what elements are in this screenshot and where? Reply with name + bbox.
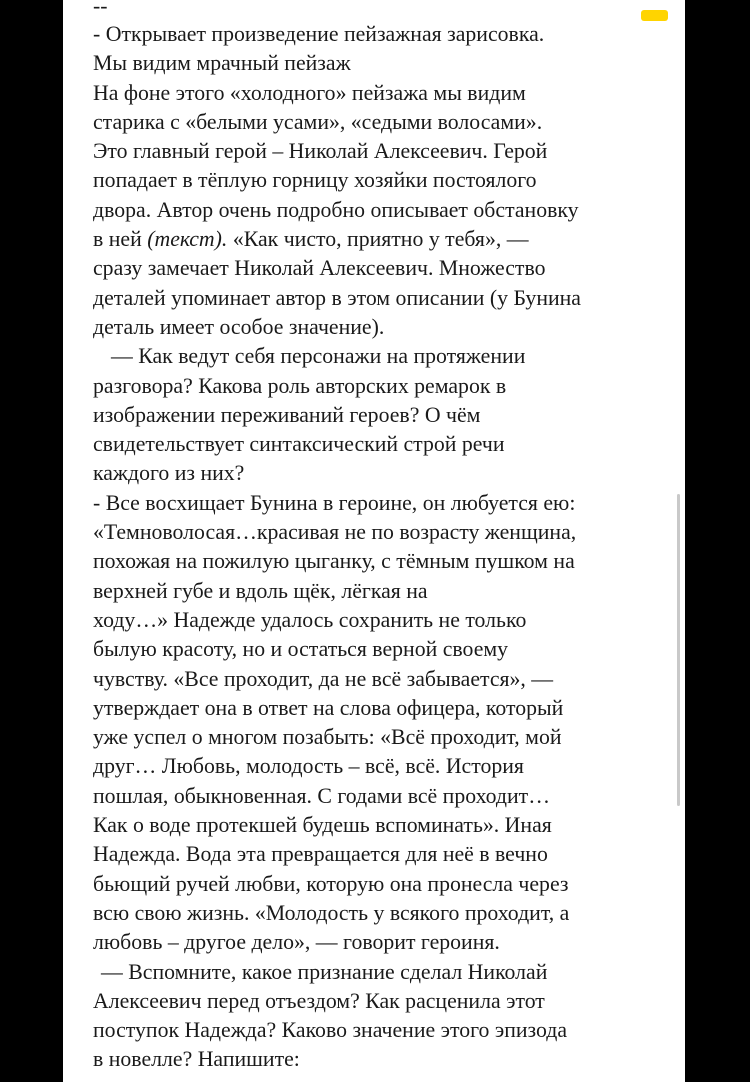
- text-line: чувству. «Все проходит, да не всё забывается», —: [93, 666, 554, 691]
- text-line: — Вспомните, какое признание сделал Николай: [101, 959, 548, 984]
- text-line: Как о воде протекшей будешь вспоминать». Иная: [93, 813, 552, 838]
- document-text: [93, 0, 678, 1075]
- text-line: - Открывает произведение пейзажная зарисовка.: [93, 22, 545, 46]
- text-line: утверждает она в ответ на слова офицера, который: [93, 695, 564, 720]
- text-line: бьющий ручей любви, которую она пронесла через: [93, 871, 569, 896]
- text-line: изображении переживаний героев? О чём: [93, 402, 481, 427]
- text-line: сразу замечает Николай Алексеевич. Множество: [93, 256, 546, 281]
- text-line: ходу…» Надежде удалось сохранить не только: [93, 607, 527, 632]
- text-fragment: в ней: [93, 227, 148, 252]
- text-line: любовь – другое дело», — говорит героиня.: [93, 930, 500, 955]
- text-line: разговора? Какова роль авторских ремарок в: [93, 373, 507, 398]
- text-line: похожая на пожилую цыганку, с тёмным пушком на: [93, 549, 575, 574]
- text-line: всю свою жизнь. «Молодость у всякого проходит, а: [93, 900, 570, 925]
- text-line: былую красоту, но и остаться верной своему: [93, 637, 509, 662]
- text-line: уже успел о многом позабыть: «Всё проходит, мой: [93, 725, 562, 750]
- text-line: Алексеевич перед отъездом? Как расценила этот: [93, 988, 545, 1013]
- text-line: - Все восхищает Бунина в героине, он любуется ею:: [93, 490, 576, 515]
- text-line: старика с «белыми усами», «седыми волосами».: [93, 109, 543, 134]
- text-line: каждого из них?: [93, 461, 245, 486]
- text-line: друг… Любовь, молодость – всё, всё. История: [93, 754, 524, 779]
- text-line: — Как ведут себя персонажи на протяжении: [111, 344, 526, 369]
- text-line-mixed: [93, 225, 678, 254]
- italic-fragment: (текст).: [147, 227, 228, 252]
- text-line: деталей упоминает автор в этом описании (у Бунина: [93, 285, 581, 310]
- text-line: свидетельствует синтаксический строй речи: [93, 432, 505, 457]
- text-line: поступок Надежда? Каково значение этого эпизода: [93, 1018, 568, 1043]
- text-line: пошлая, обыкновенная. С годами всё проходит…: [93, 783, 550, 808]
- text-line: Мы видим мрачный пейзаж: [93, 51, 351, 76]
- text-line: двора. Автор очень подробно описывает обстановку: [93, 197, 579, 222]
- text-line: «Темноволосая…красивая не по возрасту женщина,: [93, 520, 577, 545]
- text-line: --: [93, 0, 108, 18]
- text-line: верхней губе и вдоль щёк, лёгкая на: [93, 578, 428, 603]
- text-line: деталь имеет особое значение).: [93, 314, 385, 339]
- text-line: Надежда. Вода эта превращается для неё в вечно: [93, 842, 548, 867]
- text-fragment: «Как чисто, приятно у тебя», —: [232, 227, 529, 252]
- text-line: Это главный герой – Николай Алексеевич. Герой: [93, 139, 548, 164]
- text-line: На фоне этого «холодного» пейзажа мы видим: [93, 80, 526, 105]
- text-line: в новелле? Напишите:: [93, 1047, 300, 1072]
- text-line: попадает в тёплую горницу хозяйки постоялого: [93, 168, 537, 193]
- document-page: [63, 0, 685, 1082]
- scrollbar[interactable]: [677, 494, 680, 806]
